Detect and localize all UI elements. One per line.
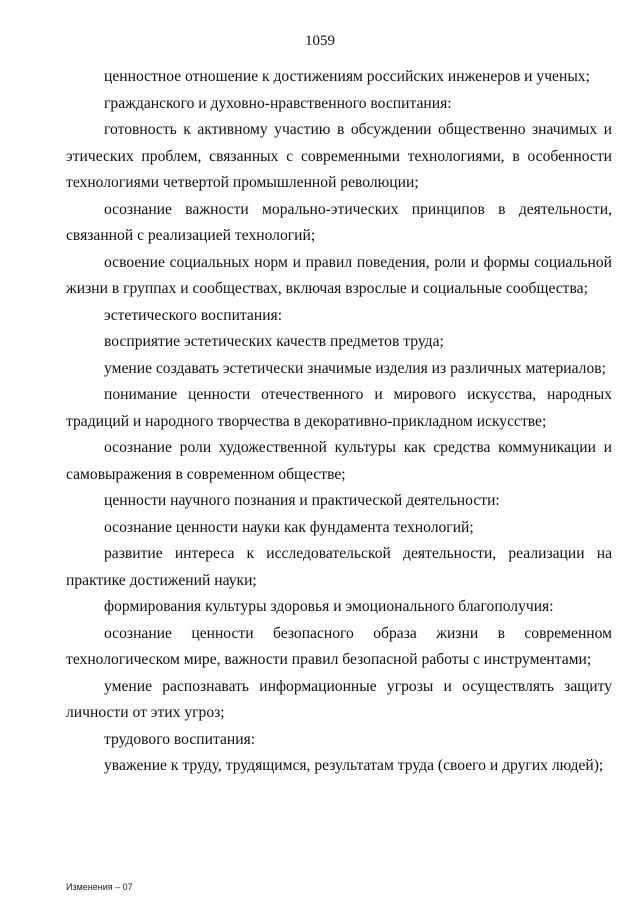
document-body — [66, 64, 612, 780]
paragraph: восприятие эстетических качеств предметов труда; — [104, 333, 444, 350]
paragraph: умение создавать эстетически значимые изделия из различных материалов; — [104, 359, 606, 377]
paragraph: осознание ценности безопасного образа жизни в современном технологическом мире, важности правил безопасной работы с инструментами; — [66, 624, 612, 668]
paragraph: развитие интереса к исследовательской деятельности, реализации на практике достижений науки; — [66, 545, 612, 589]
footer-revision-note: Изменения – 07 — [66, 882, 133, 892]
paragraph: понимание ценности отечественного и мирового искусства, народных традиций и народного творчества в декоративно-прикладном искусстве; — [66, 386, 612, 430]
section-heading: трудового воспитания: — [104, 730, 256, 748]
paragraph: умение распознавать информационные угрозы и осуществлять защиту личности от этих угроз; — [66, 677, 612, 721]
section-heading: формирования культуры здоровья и эмоционального благополучия: — [104, 598, 554, 615]
paragraph: осознание роли художественной культуры как средства коммуникации и самовыражения в современном обществе; — [66, 439, 612, 483]
paragraph: осознание ценности науки как фундамента технологий; — [104, 518, 474, 536]
paragraph: готовность к активному участию в обсуждении общественно значимых и этических проблем, связанных с современными технологиями, в особенности технологиями четвертой промышленной революции; — [66, 121, 612, 191]
page-number: 1059 — [305, 33, 335, 49]
paragraph: ценностное отношение к достижениям российских инженеров и ученых; — [104, 68, 590, 85]
section-heading: гражданского и духовно-нравственного воспитания: — [104, 94, 452, 112]
paragraph: уважение к труду, трудящимся, результатам труда (своего и других людей); — [104, 757, 604, 774]
paragraph: осознание важности морально-этических принципов в деятельности, связанной с реализацией технологий; — [66, 200, 612, 244]
paragraph: освоение социальных норм и правил поведения, роли и формы социальной жизни в группах и сообществах, включая взрослые и социальные сообщества; — [66, 253, 612, 297]
section-heading: ценности научного познания и практической деятельности: — [104, 492, 500, 509]
section-heading: эстетического воспитания: — [104, 306, 283, 324]
